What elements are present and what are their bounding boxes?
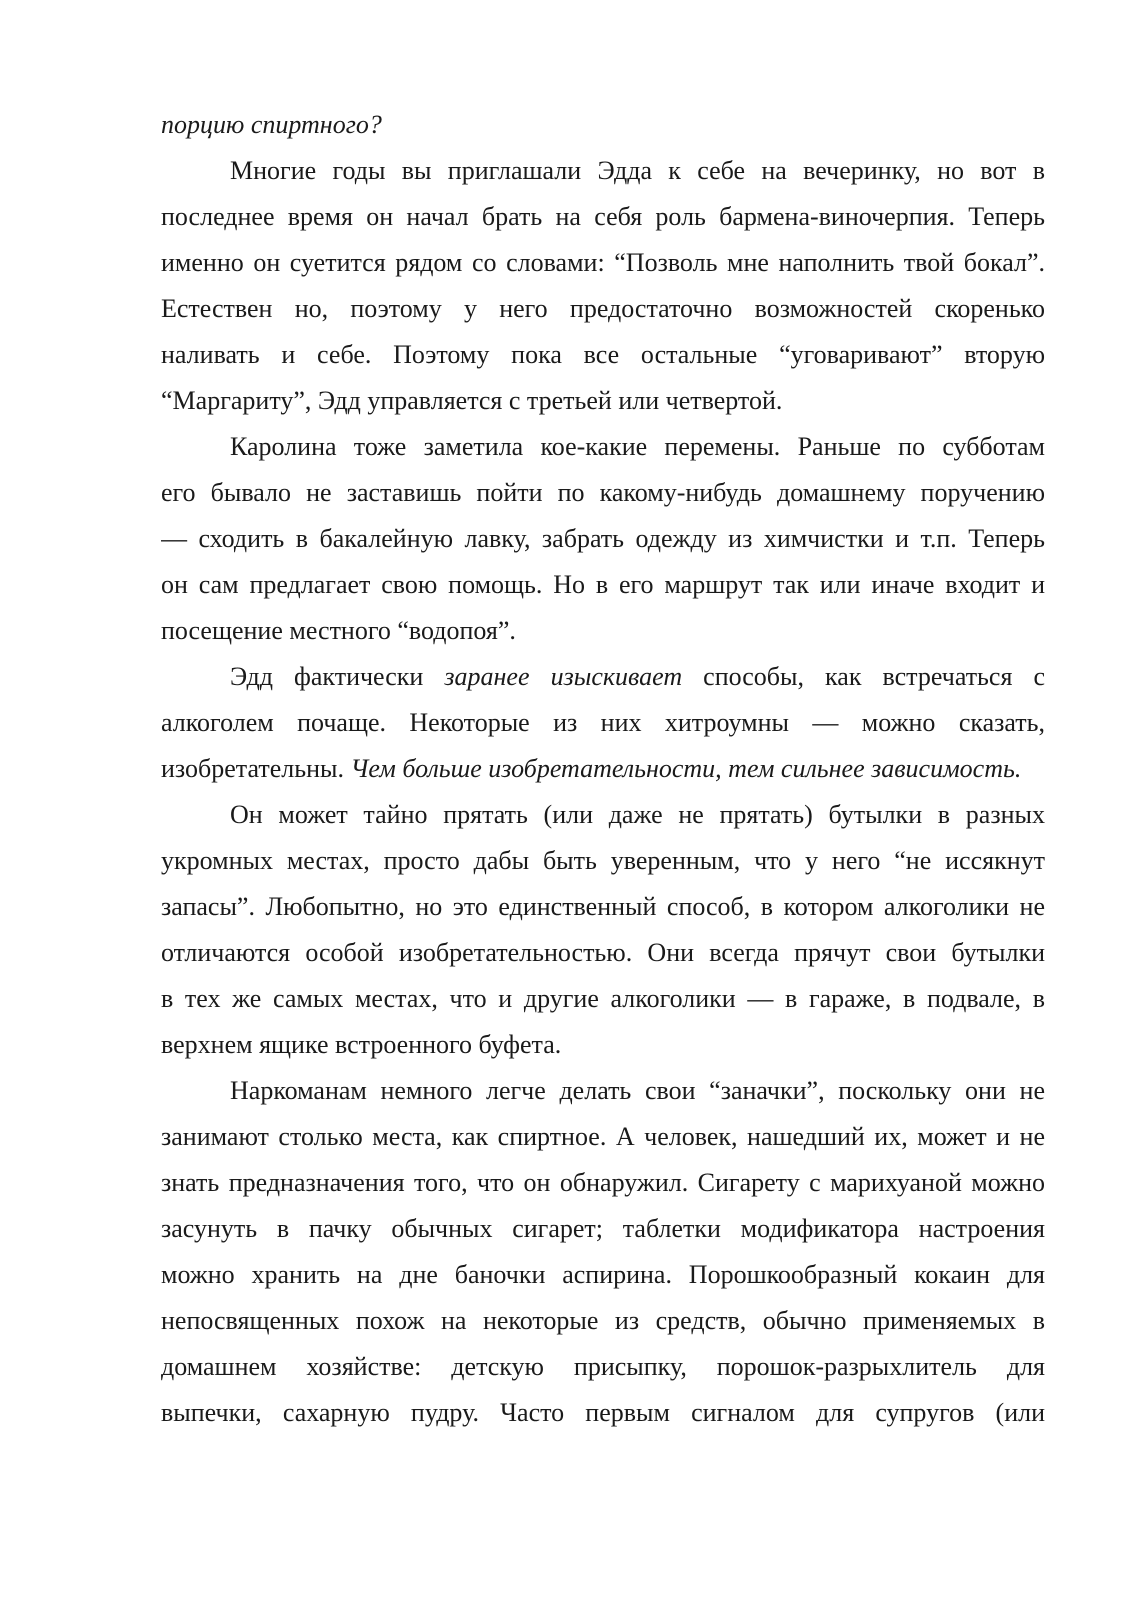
text-line [161, 194, 1045, 240]
text-line [161, 1022, 1045, 1068]
body-text: выпечки, сахарную пудру. Часто первым сигналом для супругов (или [161, 1398, 1045, 1427]
text-line [161, 1298, 1045, 1344]
body-text: он сам предлагает свою помощь. Но в его маршрут так или иначе входит и [161, 570, 1045, 599]
body-text: Эдд фактически [230, 662, 445, 691]
text-line [161, 700, 1045, 746]
text-line [161, 424, 1045, 470]
document-page [161, 102, 1045, 1436]
body-text: верхнем ящике встроенного буфета. [161, 1030, 562, 1059]
body-text: можно хранить на дне баночки аспирина. Порошкообразный кокаин для [161, 1260, 1045, 1289]
body-text: Наркоманам немного легче делать свои “заначки”, поскольку они не [230, 1076, 1045, 1105]
body-text: изобретательны. [161, 754, 351, 783]
body-text: Он может тайно прятать (или даже не прятать) бутылки в разных [230, 800, 1045, 829]
body-text: именно он суетится рядом со словами: “Позволь мне наполнить твой бокал”. [161, 248, 1045, 277]
body-text: непосвященных похож на некоторые из средств, обычно применяемых в [161, 1306, 1045, 1335]
text-line [161, 930, 1045, 976]
text-line [161, 654, 1045, 700]
text-line [161, 792, 1045, 838]
body-text: запасы”. Любопытно, но это единственный способ, в котором алкоголики не [161, 892, 1045, 921]
text-line [161, 1160, 1045, 1206]
text-line [161, 884, 1045, 930]
text-line [161, 1114, 1045, 1160]
text-line [161, 148, 1045, 194]
text-line [161, 746, 1045, 792]
text-line [161, 286, 1045, 332]
text-line [161, 102, 1045, 148]
text-line [161, 516, 1045, 562]
text-line [161, 470, 1045, 516]
body-text: алкоголем почаще. Некоторые из них хитроумны — можно сказать, [161, 708, 1045, 737]
text-line [161, 1068, 1045, 1114]
body-text: Многие годы вы приглашали Эдда к себе на вечеринку, но вот в [230, 156, 1045, 185]
body-text: его бывало не заставишь пойти по какому-нибудь домашнему поручению [161, 478, 1045, 507]
text-line [161, 838, 1045, 884]
body-text: способы, как встречаться с [682, 662, 1045, 691]
text-line [161, 562, 1045, 608]
italic-text: порцию спиртного? [161, 110, 382, 139]
text-line [161, 976, 1045, 1022]
body-text: последнее время он начал брать на себя роль бармена-виночерпия. Теперь [161, 202, 1045, 231]
text-line [161, 1344, 1045, 1390]
body-text: домашнем хозяйстве: детскую присыпку, порошок-разрыхлитель для [161, 1352, 1045, 1381]
text-line [161, 378, 1045, 424]
text-line [161, 608, 1045, 654]
italic-text: заранее изыскивает [444, 662, 683, 691]
text-line [161, 1390, 1045, 1436]
text-line [161, 1206, 1045, 1252]
body-text: — сходить в бакалейную лавку, забрать одежду из химчистки и т.п. Теперь [161, 524, 1045, 553]
body-text: Естествен но, поэтому у него предостаточно возможностей скоренько [161, 294, 1045, 323]
body-text: наливать и себе. Поэтому пока все остальные “уговаривают” вторую [161, 340, 1045, 369]
italic-text: Чем больше изобретательности, тем сильнее зависимость. [350, 754, 1022, 783]
body-text: укромных местах, просто дабы быть уверенным, что у него “не иссякнут [161, 846, 1045, 875]
text-line [161, 240, 1045, 286]
body-text: занимают столько места, как спиртное. А человек, нашедший их, может и не [161, 1122, 1045, 1151]
text-line [161, 332, 1045, 378]
body-text: отличаются особой изобретательностью. Они всегда прячут свои бутылки [161, 938, 1045, 967]
body-text: засунуть в пачку обычных сигарет; таблетки модификатора настроения [161, 1214, 1045, 1243]
body-text: “Маргариту”, Эдд управляется с третьей или четвертой. [161, 386, 783, 415]
body-text: знать предназначения того, что он обнаружил. Сигарету с марихуаной можно [161, 1168, 1045, 1197]
text-line [161, 1252, 1045, 1298]
body-text: посещение местного “водопоя”. [161, 616, 516, 645]
body-text: Каролина тоже заметила кое-какие перемены. Раньше по субботам [230, 432, 1045, 461]
body-text: в тех же самых местах, что и другие алкоголики — в гараже, в подвале, в [161, 984, 1045, 1013]
